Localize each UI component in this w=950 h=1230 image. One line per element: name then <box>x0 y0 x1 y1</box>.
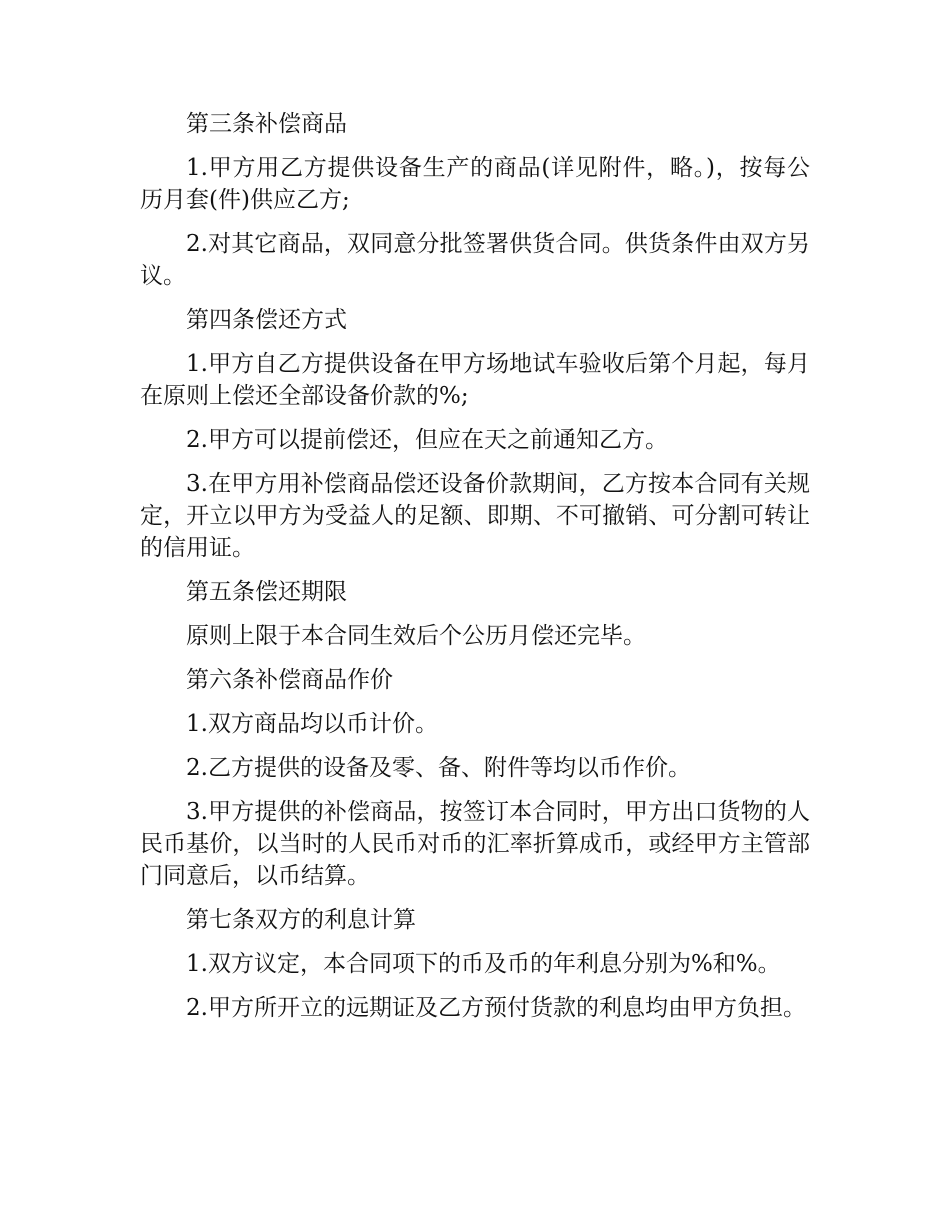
article-4-clause-2: 2.甲方可以提前偿还，但应在天之前通知乙方。 <box>186 427 668 453</box>
article-4-clause-3: 3.在甲方用补偿商品偿还设备价款期间，乙方按本合同有关规定，开立以甲方为受益人的足额、即期、不可撤销、可分割可转让的信用证。 <box>140 471 810 561</box>
article-7-clause-1: 1.双方议定，本合同项下的币及币的年利息分别为%和%。 <box>186 951 781 977</box>
article-7-heading: 第七条双方的利息计算 <box>186 907 416 933</box>
article-6-heading: 第六条补偿商品作价 <box>186 667 393 693</box>
article-5-heading: 第五条偿还期限 <box>186 579 347 605</box>
article-5-body: 原则上限于本合同生效后个公历月偿还完毕。 <box>186 623 646 649</box>
article-4-clause-1: 1.甲方自乙方提供设备在甲方场地试车验收后第个月起，每月在原则上偿还全部设备价款的%; <box>140 351 810 409</box>
document-page <box>140 108 810 1036</box>
article-3-heading: 第三条补偿商品 <box>186 111 347 137</box>
article-3-clause-1: 1.甲方用乙方提供设备生产的商品(详见附件，略。)，按每公历月套(件)供应乙方; <box>140 155 810 213</box>
article-4-heading: 第四条偿还方式 <box>186 307 347 333</box>
article-7-clause-2: 2.甲方所开立的远期证及乙方预付货款的利息均由甲方负担。 <box>186 995 806 1021</box>
article-3-clause-2: 2.对其它商品，双同意分批签署供货合同。供货条件由双方另议。 <box>140 231 810 289</box>
article-6-clause-1: 1.双方商品均以币计价。 <box>186 711 438 737</box>
article-6-clause-3: 3.甲方提供的补偿商品，按签订本合同时，甲方出口货物的人民币基价，以当时的人民币对币的汇率折算成币，或经甲方主管部门同意后，以币结算。 <box>140 799 810 889</box>
article-6-clause-2: 2.乙方提供的设备及零、备、附件等均以币作价。 <box>186 755 691 781</box>
